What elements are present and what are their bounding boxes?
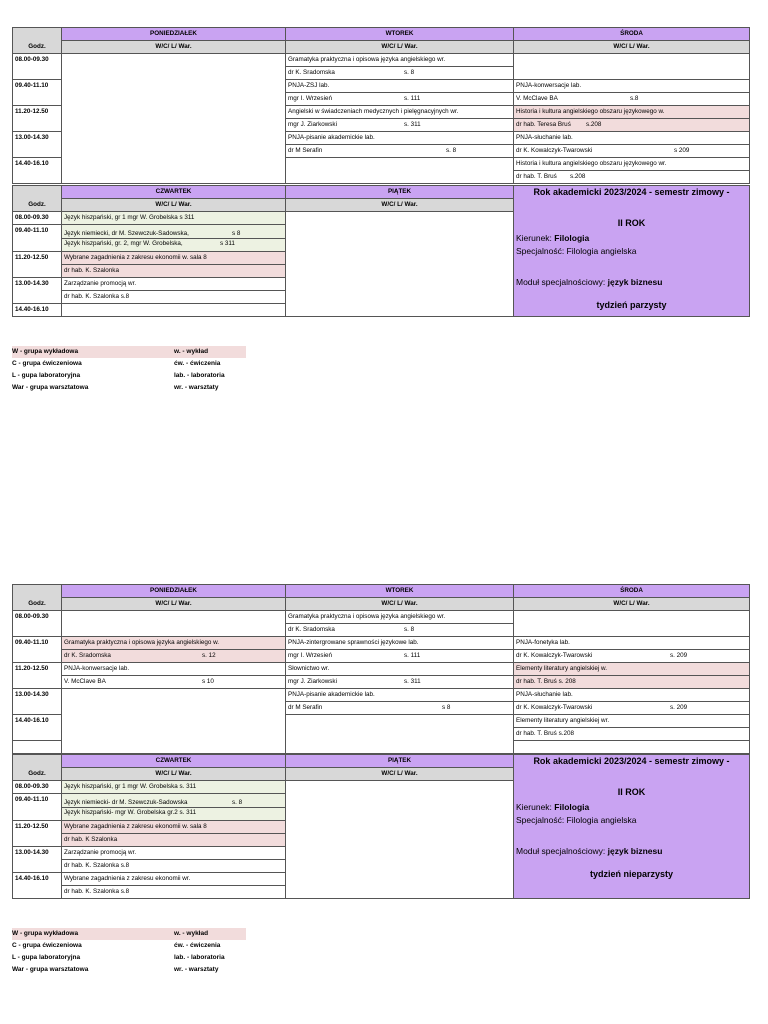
- class-teacher: mgr I. Wrzesień s. 111: [286, 93, 514, 106]
- class-title: Język hiszpański- mgr W. Grobelska gr.2 s. 311: [62, 808, 286, 821]
- schedule-table-mon-wed: [12, 584, 750, 754]
- semester-title: Rok akademicki 2023/2024 - semestr zimowy -: [533, 756, 730, 766]
- legend-row: W - grupa wykładowa w. - wykład: [12, 928, 246, 940]
- semester-info-panel: [514, 755, 750, 899]
- class-teacher: dr K. Sradomska s. 8: [286, 67, 514, 80]
- semester-title: Rok akademicki 2023/2024 - semestr zimowy -: [533, 187, 730, 197]
- class-teacher: dr hab. K Szalonka: [62, 834, 286, 847]
- time-slot: 11.20-12.50: [13, 663, 62, 689]
- group-type-header: W/C/ L/ War.: [514, 41, 750, 54]
- class-teacher: dr hab. K. Szalonka s.8: [62, 860, 286, 873]
- group-type-header: W/C/ L/ War.: [62, 199, 286, 212]
- schedule-table-mon-wed: [12, 27, 750, 184]
- group-type-header: W/C/ L/ War.: [514, 598, 750, 611]
- class-title: PNJA-zintergrowane sprawności językowe lab.: [286, 637, 514, 650]
- empty-cell: [62, 304, 286, 317]
- class-teacher: dr M Serafin s. 8: [286, 145, 514, 158]
- day-header-monday: PONIEDZIAŁEK: [62, 28, 286, 41]
- time-slot: 09.40-11.10: [13, 225, 62, 252]
- day-header-tuesday: WTOREK: [286, 585, 514, 598]
- day-header-wednesday: ŚRODA: [514, 28, 750, 41]
- time-slot: 14.40-16.10: [13, 715, 62, 741]
- class-teacher: dr K. Kowalczyk-Twarowski s. 209: [514, 650, 750, 663]
- empty-cell: [13, 741, 62, 754]
- legend-row: W - grupa wykładowa w. - wykład: [12, 346, 246, 358]
- class-title: PNJA-fonetyka lab.: [514, 637, 750, 650]
- class-title: PNJA-konwersacje lab.: [514, 80, 750, 93]
- class-teacher: dr hab. K. Szalonka s.8: [62, 886, 286, 899]
- empty-cell: [514, 611, 750, 637]
- class-teacher: dr hab. Teresa Bruś s.208: [514, 119, 750, 132]
- year-label: II ROK: [617, 787, 646, 797]
- hours-header: Godz.: [13, 186, 62, 212]
- day-header-tuesday: WTOREK: [286, 28, 514, 41]
- time-slot: 13.00-14.30: [13, 689, 62, 715]
- class-teacher: dr hab. T. Bruś s.208: [514, 728, 750, 741]
- group-type-header: W/C/ L/ War.: [286, 768, 514, 781]
- class-teacher: mgr J. Ziarkowski s. 311: [286, 676, 514, 689]
- time-slot: 08.00-09.30: [13, 212, 62, 225]
- time-slot: 11.20-12.50: [13, 821, 62, 847]
- empty-cell: [514, 54, 750, 80]
- class-title: Elementy literatury angielskiej w.: [514, 663, 750, 676]
- empty-cell: [286, 158, 514, 184]
- class-teacher: V. McClave BA s 10: [62, 676, 286, 689]
- time-slot: 14.40-16.10: [13, 873, 62, 899]
- class-title: Wybrane zagadnienia z zakresu ekonomii wr.: [62, 873, 286, 886]
- empty-cell: [514, 741, 750, 754]
- specialization: Specjalność: Filologia angielska: [516, 815, 637, 825]
- class-teacher: dr hab. K. Szalonka: [62, 265, 286, 278]
- class-title: Elementy literatury angielskiej wr.: [514, 715, 750, 728]
- specialization: Specjalność: Filologia angielska: [516, 246, 637, 256]
- class-title: Historia i kultura angielskiego obszaru językowego wr.: [514, 158, 750, 171]
- time-slot: 11.20-12.50: [13, 106, 62, 132]
- legend-row: War - grupa warsztatowa wr. - warsztaty: [12, 966, 219, 973]
- time-slot: 09.40-11.10: [13, 794, 62, 821]
- class-title: PNJA-ZSJ lab.: [286, 80, 514, 93]
- week-type: tydzień parzysty: [596, 300, 667, 310]
- legend: [12, 346, 252, 394]
- time-slot: 08.00-09.30: [13, 781, 62, 794]
- time-slot: 08.00-09.30: [13, 611, 62, 637]
- class-teacher: mgr J. Ziarkowski s. 311: [286, 119, 514, 132]
- hours-header: Godz.: [13, 28, 62, 54]
- field-of-study: Kierunek: Filologia: [516, 233, 590, 243]
- time-slot: 14.40-16.10: [13, 304, 62, 317]
- class-title: Język hiszpański, gr 1 mgr W. Grobelska s 311: [62, 212, 286, 225]
- empty-cell: [62, 611, 286, 637]
- time-slot: 09.40-11.10: [13, 80, 62, 106]
- day-header-monday: PONIEDZIAŁEK: [62, 585, 286, 598]
- group-type-header: W/C/ L/ War.: [62, 768, 286, 781]
- hours-header: Godz.: [13, 585, 62, 611]
- time-slot: 09.40-11.10: [13, 637, 62, 663]
- field-of-study: Kierunek: Filologia: [516, 802, 590, 812]
- day-header-wednesday: ŚRODA: [514, 585, 750, 598]
- schedule-table-thu-fri: [12, 754, 750, 899]
- schedule-table-thu-fri: [12, 185, 750, 317]
- specialization-module: Moduł specjalnościowy: język biznesu: [516, 846, 663, 856]
- day-header-thursday: CZWARTEK: [62, 186, 286, 199]
- time-slot: 08.00-09.30: [13, 54, 62, 80]
- day-header-friday: PIĄTEK: [286, 755, 514, 768]
- class-title: PNJA-pisanie akademickie lab.: [286, 132, 514, 145]
- empty-cell: [62, 689, 286, 754]
- class-title: Wybrane zagadnienia z zakresu ekonomii w. sala 8: [62, 252, 286, 265]
- class-title: Zarządzanie promocją wr.: [62, 847, 286, 860]
- week-type: tydzień nieparzysty: [589, 869, 674, 879]
- class-title: Gramatyka praktyczna i opisowa języka angielskiego wr.: [286, 54, 514, 67]
- class-title: Język hiszpański, gr. 2, mgr W. Grobelska, s 311: [62, 239, 286, 252]
- class-title: Wybrane zagadnienia z zakresu ekonomii w. sala 8: [62, 821, 286, 834]
- group-type-header: W/C/ L/ War.: [286, 598, 514, 611]
- class-title: Zarządzanie promocją wr.: [62, 278, 286, 291]
- timetable-even-week: [12, 27, 750, 317]
- class-teacher: dr K. Sradomska s. 8: [286, 624, 514, 637]
- class-title: Słownictwo wr.: [286, 663, 514, 676]
- day-header-friday: PIĄTEK: [286, 186, 514, 199]
- empty-cell: [286, 715, 514, 754]
- class-title: PNJA-słuchanie lab.: [514, 132, 750, 145]
- time-slot: 11.20-12.50: [13, 252, 62, 278]
- empty-cell: [286, 781, 514, 899]
- class-teacher: dr K. Kowalczyk-Twarowski s. 209: [514, 702, 750, 715]
- empty-cell: [286, 212, 514, 317]
- class-title: Język niemiecki- dr M. Szewczuk-Sadowska s. 8: [62, 794, 286, 808]
- group-type-header: W/C/ L/ War.: [286, 199, 514, 212]
- time-slot: 13.00-14.30: [13, 132, 62, 158]
- class-teacher: dr M Serafin s 8: [286, 702, 514, 715]
- class-title: PNJA-słuchanie lab.: [514, 689, 750, 702]
- legend-row: L - gupa laboratoryjna lab. - laboratoria: [12, 954, 225, 961]
- class-title: Angielski w świadczeniach medycznych i pielęgnacyjnych wr.: [286, 106, 514, 119]
- group-type-header: W/C/ L/ War.: [62, 41, 286, 54]
- class-teacher: dr hab. K. Szalonka s.8: [62, 291, 286, 304]
- year-label: II ROK: [617, 218, 646, 228]
- day-header-thursday: CZWARTEK: [62, 755, 286, 768]
- timetable-odd-week: [12, 584, 750, 899]
- class-teacher: dr K. Sradomska s. 12: [62, 650, 286, 663]
- legend-row: C - grupa ćwiczeniowa ćw. - ćwiczenia: [12, 942, 221, 949]
- hours-header: Godz.: [13, 755, 62, 781]
- class-title: PNJA-pisanie akademickie lab.: [286, 689, 514, 702]
- specialization-module: Moduł specjalnościowy: język biznesu: [516, 277, 663, 287]
- class-teacher: V. McClave BA s.8: [514, 93, 750, 106]
- class-teacher: dr hab. T. Bruś s.208: [514, 171, 750, 184]
- legend: [12, 928, 252, 976]
- time-slot: 13.00-14.30: [13, 847, 62, 873]
- legend-row: War - grupa warsztatowa wr. - warsztaty: [12, 384, 219, 391]
- class-teacher: mgr I. Wrzesień s. 111: [286, 650, 514, 663]
- class-title: Język niemiecki, dr M. Szewczuk-Sadowska, s 8: [62, 225, 286, 239]
- group-type-header: W/C/ L/ War.: [62, 598, 286, 611]
- class-teacher: dr hab. T. Bruś s. 208: [514, 676, 750, 689]
- class-title: PNJA-konwersacje lab.: [62, 663, 286, 676]
- legend-row: L - gupa laboratoryjna lab. - laboratoria: [12, 372, 225, 379]
- class-title: Gramatyka praktyczna i opisowa języka angielskiego wr.: [286, 611, 514, 624]
- time-slot: 13.00-14.30: [13, 278, 62, 304]
- legend-row: C - grupa ćwiczeniowa ćw. - ćwiczenia: [12, 360, 221, 367]
- class-title: Gramatyka praktyczna i opisowa języka angielskiego w.: [62, 637, 286, 650]
- empty-cell: [62, 54, 286, 184]
- group-type-header: W/C/ L/ War.: [286, 41, 514, 54]
- class-title: Historia i kultura angielskiego obszaru językowego w.: [514, 106, 750, 119]
- class-title: Język hiszpański, gr 1 mgr W. Grobelska s. 311: [62, 781, 286, 794]
- semester-info-panel: [514, 186, 750, 317]
- time-slot: 14.40-16.10: [13, 158, 62, 184]
- class-teacher: dr K. Kowalczyk-Twarowski s 209: [514, 145, 750, 158]
